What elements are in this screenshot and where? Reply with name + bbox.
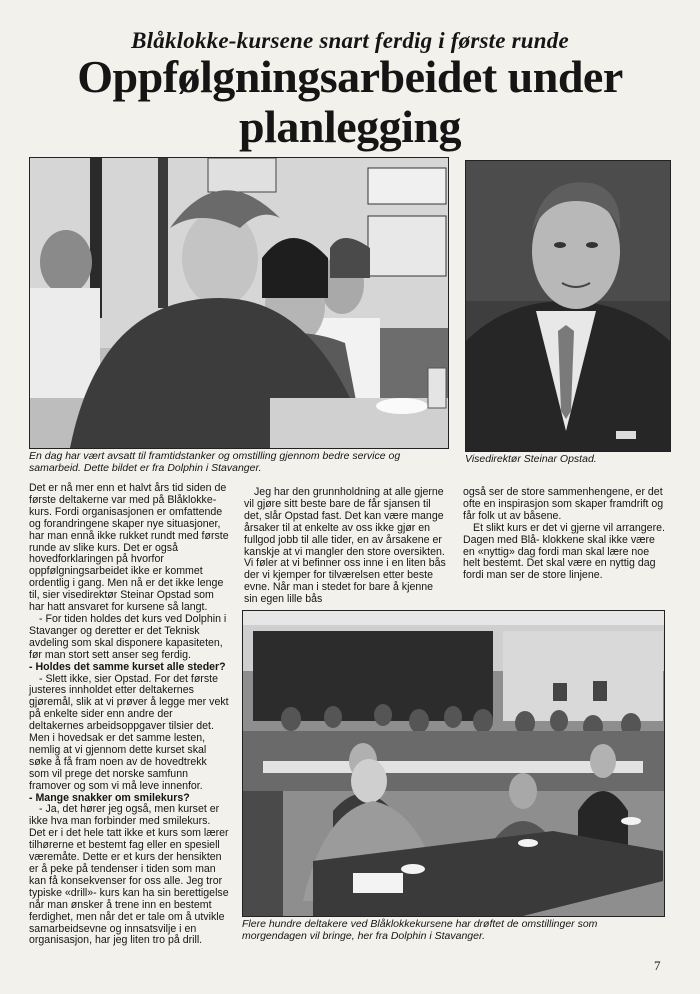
col1-paragraph-4: - Ja, det hører jeg også, men kurset er ikke hva man forbinder med smilekurs. Det er i det hele tatt ikke et kurs som lærer tilhørerne et bestemt fag eller en spesiell væremåte. Dette er et kurs der hensikten er å peke på tendenser i tiden som man kan få konsekvenser for oss alle. Jeg tror typiske «drill»- kurs kan ha sin berettigelse når man ønsker å trene inn en bestemt ferdighet, men når det er tale om å utvikle samarbeidsevne og innsatsvilje i en organisasjon, har jeg liten tro på drill.	[29, 803, 229, 947]
course-room-image	[243, 611, 664, 916]
page-number: 7	[654, 958, 661, 973]
col1-paragraph-3: - Slett ikke, sier Opstad. For det første justeres innholdet etter deltakernes gjøremål, slik at vi prøver å legge mer vekt på enkelte sider enn andre der deltakernes arbeidsoppgaver tilsier det. Men i hovedsak er det samme lesten, nemlig at vi gjennom dette kurset skal søke å få fram noen av de hovedtrekk som vil prege det norske samfunn framover og som vi må leve innenfor.	[29, 672, 229, 792]
col3-paragraph-2: Et slikt kurs er det vi gjerne vil arrangere. Dagen med Blå- klokkene skal ikke være en «nyttig» dag fordi man skal lære noe helt bestemt. Det skal være en nyttig dag fordi man ser de store linjene.	[463, 521, 665, 582]
col2-paragraph-1: Jeg har den grunnholdning at alle gjerne vil gjøre sitt beste bare de får sjansen til det, slår Opstad fast. Det kan være mange årsaker til at enkelte av oss ikke gjør en fullgod jobb til alle tider, en av årsakene er kanskje at vi mangler den store oversikten. Vi føler at vi befinner oss inne i en liten bås der vi kjemper for tilværelsen etter beste evne. Når man i stedet for bare å kjenne sin egen lille bås	[244, 486, 446, 606]
portrait-photo	[465, 160, 671, 452]
col1-paragraph-1: Det er nå mer enn et halvt års tid siden de første deltakerne var med på Blåklokke-kurs. Fordi organisasjonen er omfattende og forandringene skaper nye situasjoner, har man ennå ikke rukket rundt med første runde av slike kurs. Det er også hovedforklaringen på hvorfor oppfølgningsarbeidet ikke er kommet ordentlig i gang. Men nå er det ikke lenge til, sier visedirektør Steinar Opstad som har hatt ansvaret for kursene så langt.	[29, 482, 229, 614]
headline-line-2: planlegging	[238, 101, 461, 152]
portrait-image	[466, 161, 670, 451]
col1-paragraph-2: - For tiden holdes det kurs ved Dolphin i Stavanger og deretter er det Teknisk avdeling som skal disponere kapasiteten, før man stort sett anser seg ferdig.	[29, 612, 227, 661]
group-meeting-image	[30, 158, 448, 448]
portrait-caption: Visedirektør Steinar Opstad.	[465, 453, 597, 465]
col1-question-2: - Mange snakker om smilekurs?	[29, 791, 190, 804]
course-photo-caption: Flere hundre deltakere ved Blåklokkekursene har drøftet de omstillinger som morgendagen vil bringe, her fra Dolphin i Stavanger.	[242, 918, 598, 942]
headline-line-1: Oppfølgningsarbeidet under	[77, 51, 623, 102]
text-column-3	[463, 487, 669, 582]
course-room-photo	[242, 610, 665, 917]
col3-paragraph-1: også ser de store sammenhengene, er det ofte en inspirasjon som skaper framdrift og får folk ut av båsene.	[463, 486, 664, 522]
group-photo-caption: En dag har vært avsatt til framtidstanker og omstilling gjennom bedre service og samarbeid. Dette bildet er fra Dolphin i Stavanger.	[29, 450, 401, 474]
group-meeting-photo	[29, 157, 449, 449]
text-column-1	[29, 483, 229, 947]
article-kicker: Blåklokke-kursene snart ferdig i første runde	[131, 28, 569, 53]
article-headline	[0, 52, 700, 152]
col1-question-1: - Holdes det samme kurset alle steder?	[29, 660, 226, 673]
text-column-2	[244, 487, 449, 606]
